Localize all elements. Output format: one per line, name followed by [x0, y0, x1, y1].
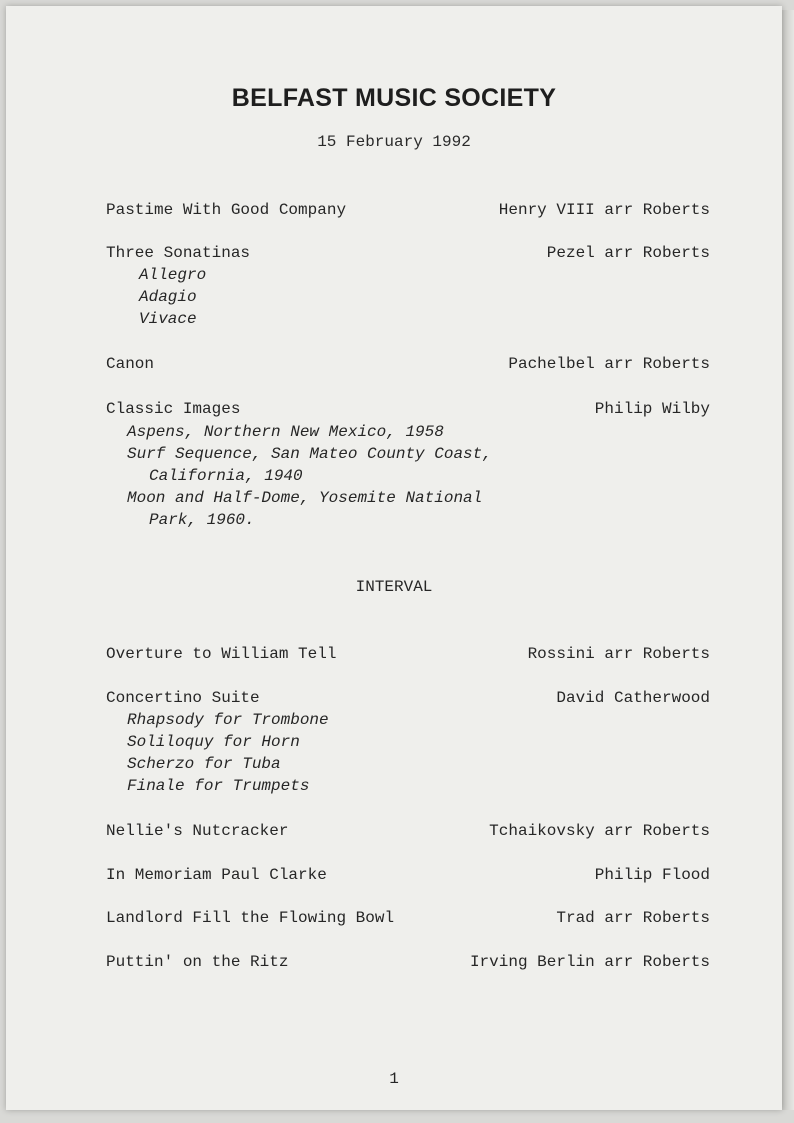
movement: Aspens, Northern New Mexico, 1958 — [127, 423, 444, 441]
composer: Philip Wilby — [594, 400, 710, 418]
movement: Moon and Half-Dome, Yosemite National — [127, 489, 483, 507]
work-title: Canon — [106, 355, 155, 373]
movement: Surf Sequence, San Mateo County Coast, — [127, 445, 492, 463]
work-title: Classic Images — [106, 400, 241, 418]
movement: Finale for Trumpets — [127, 777, 310, 795]
composer: Pachelbel arr Roberts — [508, 355, 710, 373]
movement: Park, 1960. — [149, 511, 255, 529]
movement: Scherzo for Tuba — [127, 755, 281, 773]
show-through-bleed — [6, 6, 782, 1110]
movement: Adagio — [139, 288, 197, 306]
page-number: 1 — [389, 1070, 399, 1088]
composer: Henry VIII arr Roberts — [498, 201, 710, 219]
composer: Rossini arr Roberts — [527, 645, 710, 663]
page-edge — [782, 10, 794, 1110]
work-title: Three Sonatinas — [106, 244, 251, 262]
movement: California, 1940 — [149, 467, 303, 485]
movement: Vivace — [139, 310, 197, 328]
work-title: Pastime With Good Company — [106, 201, 347, 219]
composer: Trad arr Roberts — [556, 909, 710, 927]
composer: Pezel arr Roberts — [546, 244, 710, 262]
work-title: Nellie's Nutcracker — [106, 822, 289, 840]
work-title: Landlord Fill the Flowing Bowl — [106, 909, 395, 927]
interval-heading: INTERVAL — [355, 578, 433, 596]
composer: Tchaikovsky arr Roberts — [489, 822, 710, 840]
work-title: In Memoriam Paul Clarke — [106, 866, 327, 884]
work-title: Concertino Suite — [106, 689, 260, 707]
movement: Soliloquy for Horn — [127, 733, 300, 751]
page-title: BELFAST MUSIC SOCIETY — [231, 84, 557, 112]
work-title: Puttin' on the Ritz — [106, 953, 289, 971]
concert-date: 15 February 1992 — [317, 133, 471, 151]
composer: Philip Flood — [594, 866, 710, 884]
work-title: Overture to William Tell — [106, 645, 337, 663]
programme-page — [6, 6, 782, 1110]
composer: David Catherwood — [556, 689, 710, 707]
composer: Irving Berlin arr Roberts — [469, 953, 710, 971]
movement: Rhapsody for Trombone — [127, 711, 329, 729]
movement: Allegro — [139, 266, 207, 284]
